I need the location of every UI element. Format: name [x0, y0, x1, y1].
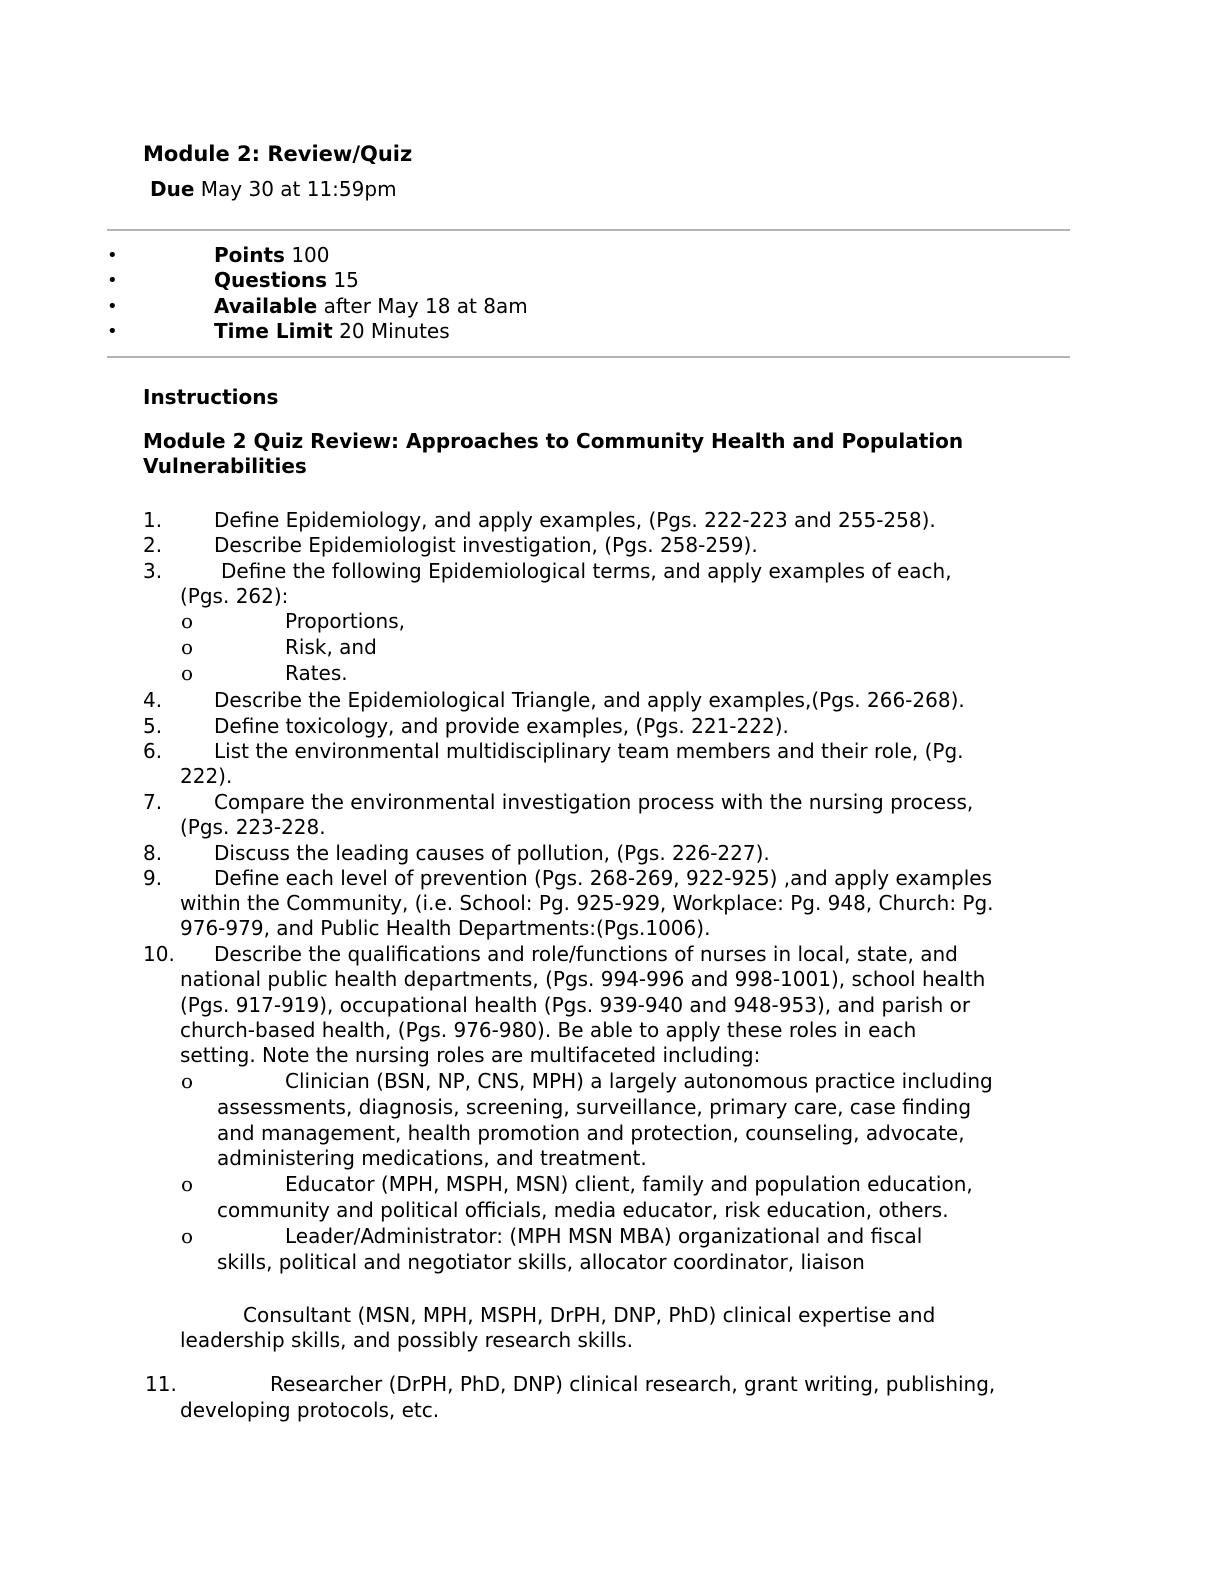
list-item-cont: (Pgs. 223-228. — [180, 815, 326, 839]
detail-points: Points 100 — [214, 243, 330, 267]
item-number: 3. — [143, 559, 163, 583]
list-item: List the environmental multidisciplinary team members and their role, (Pg. — [214, 739, 964, 763]
sub-item: Risk, and — [285, 635, 377, 659]
sub-item-cont: administering medications, and treatment. — [217, 1146, 647, 1170]
list-item-cont: 976-979, and Public Health Departments:(Pgs.1006). — [180, 916, 711, 940]
sub-item-leader: Leader/Administrator: (MPH MSN MBA) organizational and fiscal — [285, 1224, 923, 1248]
due-value: May 30 at 11:59pm — [200, 177, 397, 201]
list-item: Describe the Epidemiological Triangle, and apply examples,(Pgs. 266-268). — [214, 688, 965, 712]
sub-item-cont: community and political officials, media educator, risk education, others. — [217, 1198, 949, 1222]
bullet-icon: • — [107, 296, 118, 317]
list-item: Researcher (DrPH, PhD, DNP) clinical research, grant writing, publishing, — [270, 1372, 996, 1396]
list-item-cont: church-based health, (Pgs. 976-980). Be able to apply these roles in each — [180, 1018, 917, 1042]
list-item: Describe Epidemiologist investigation, (Pgs. 258-259). — [214, 533, 758, 557]
sub-item-cont: skills, political and negotiator skills, allocator coordinator, liaison — [217, 1250, 865, 1274]
list-item: Define each level of prevention (Pgs. 268-269, 922-925) ,and apply examples — [214, 866, 992, 890]
item-number: 10. — [143, 942, 175, 966]
list-item: Compare the environmental investigation process with the nursing process, — [214, 790, 974, 814]
item-number: 2. — [143, 533, 163, 557]
review-title-cont: Vulnerabilities — [143, 454, 307, 478]
list-item: Describe the qualifications and role/functions of nurses in local, state, and — [214, 942, 958, 966]
sub-item-cont: and management, health promotion and protection, counseling, advocate, — [217, 1121, 965, 1145]
sub-bullet-icon: o — [181, 635, 194, 659]
sub-item-educator: Educator (MPH, MSPH, MSN) client, family and population education, — [285, 1172, 973, 1196]
item-number: 5. — [143, 714, 163, 738]
due-date — [150, 177, 397, 202]
list-item-cont: national public health departments, (Pgs. 994-996 and 998-1001), school health — [180, 967, 986, 991]
detail-available: Available after May 18 at 8am — [214, 294, 528, 318]
item-number: 1. — [143, 508, 163, 532]
list-item-cont: (Pgs. 917-919), occupational health (Pgs. 939-940 and 948-953), and parish or — [180, 993, 971, 1017]
detail-questions: Questions 15 — [214, 268, 359, 292]
list-item: Define the following Epidemiological terms, and apply examples of each, — [221, 559, 952, 583]
item-number: 4. — [143, 688, 163, 712]
item-number: 9. — [143, 866, 163, 890]
list-item: Define toxicology, and provide examples, (Pgs. 221-222). — [214, 714, 789, 738]
bullet-icon: • — [107, 245, 118, 266]
sub-bullet-icon: o — [181, 661, 194, 685]
divider-top — [107, 229, 1070, 231]
sub-bullet-icon: o — [181, 1069, 194, 1093]
list-item: Discuss the leading causes of pollution, (Pgs. 226-227). — [214, 841, 770, 865]
review-title: Module 2 Quiz Review: Approaches to Community Health and Population — [143, 429, 964, 453]
list-item-cont: developing protocols, etc. — [180, 1398, 440, 1422]
consultant-text: Consultant (MSN, MPH, MSPH, DrPH, DNP, PhD) clinical expertise and — [243, 1303, 936, 1327]
due-label: Due — [150, 177, 195, 201]
bullet-icon: • — [107, 270, 118, 291]
sub-item: Rates. — [285, 661, 348, 685]
item-number: 8. — [143, 841, 163, 865]
sub-item-clinician: Clinician (BSN, NP, CNS, MPH) a largely autonomous practice including — [285, 1069, 993, 1093]
sub-item-cont: assessments, diagnosis, screening, surveillance, primary care, case finding — [217, 1095, 972, 1119]
detail-time-limit: Time Limit 20 Minutes — [214, 319, 450, 343]
item-number: 11. — [145, 1372, 177, 1396]
item-number: 6. — [143, 739, 163, 763]
list-item: Define Epidemiology, and apply examples, (Pgs. 222-223 and 255-258). — [214, 508, 936, 532]
sub-bullet-icon: o — [181, 1224, 194, 1248]
list-item-cont: (Pgs. 262): — [180, 584, 289, 608]
list-item-cont: 222). — [180, 764, 233, 788]
list-item-cont: setting. Note the nursing roles are multifaceted including: — [180, 1043, 761, 1067]
sub-item: Proportions, — [285, 609, 405, 633]
sub-bullet-icon: o — [181, 1172, 194, 1196]
consultant-text-cont: leadership skills, and possibly research skills. — [180, 1328, 633, 1352]
bullet-icon: • — [107, 321, 118, 342]
page-title: Module 2: Review/Quiz — [143, 142, 413, 166]
divider-bottom — [107, 356, 1070, 358]
item-number: 7. — [143, 790, 163, 814]
sub-bullet-icon: o — [181, 609, 194, 633]
list-item-cont: within the Community, (i.e. School: Pg. 925-929, Workplace: Pg. 948, Church: Pg. — [180, 891, 994, 915]
instructions-heading: Instructions — [143, 385, 279, 409]
